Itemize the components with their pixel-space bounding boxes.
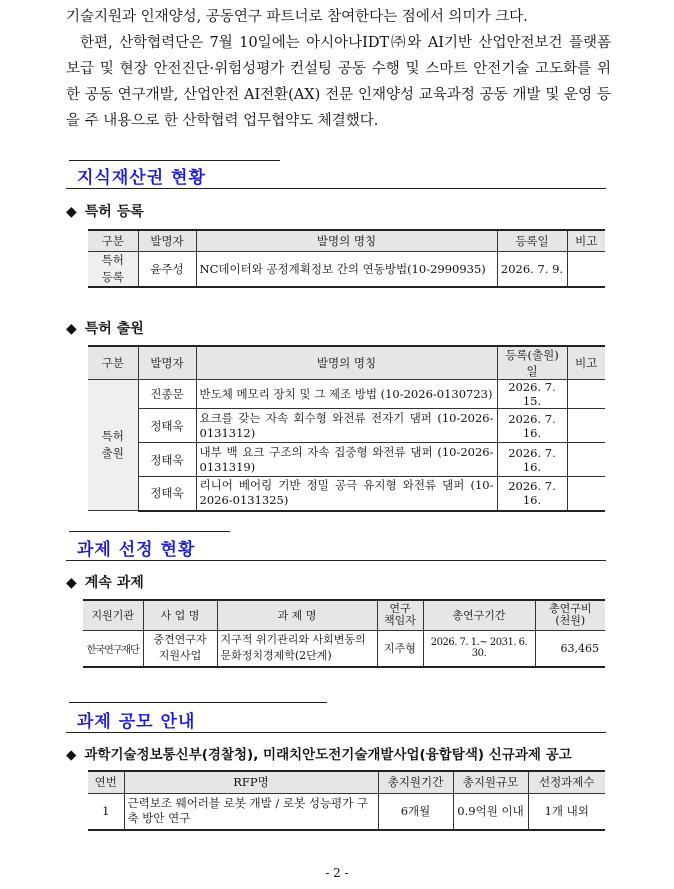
cell-invention-name: 내부 백 요크 구조의 자속 집중형 와전류 댐퍼 (10-2026-0131319) bbox=[196, 443, 497, 477]
cell-inventor: 진종문 bbox=[138, 380, 196, 409]
cell-budget: 63,465 bbox=[535, 630, 605, 667]
subsection-label: 과학기술정보통신부(경찰청), 미래치안도전기술개발사업(융합탐색) 신규과제 공고 bbox=[84, 747, 572, 763]
patent-registration-table bbox=[88, 229, 605, 288]
table-row bbox=[88, 380, 605, 409]
th-note: 비고 bbox=[567, 346, 605, 380]
projects-table bbox=[83, 599, 605, 668]
cell-note bbox=[567, 409, 605, 443]
patent-application-table bbox=[88, 345, 605, 512]
th-date: 등록(출원)일 bbox=[497, 346, 567, 380]
th-support-scale: 총지원규모 bbox=[453, 771, 528, 793]
section-title-calls: 과제 공모 안내 bbox=[77, 712, 196, 732]
th-note: 비고 bbox=[567, 230, 605, 251]
table-row bbox=[83, 630, 605, 667]
subsection-patent-application bbox=[66, 318, 144, 338]
cell-date: 2026. 7. 15. bbox=[497, 380, 567, 409]
section-top-rule bbox=[69, 702, 327, 703]
diamond-bullet-icon: ◆ bbox=[66, 575, 77, 591]
cell-support-period: 6개월 bbox=[378, 793, 453, 830]
subsection-patent-registration bbox=[66, 201, 144, 221]
th-number: 연번 bbox=[88, 771, 124, 793]
section-bottom-rule bbox=[66, 188, 606, 189]
cell-number: 1 bbox=[88, 793, 124, 830]
cell-period: 2026. 7. 1.~ 2031. 6. 30. bbox=[423, 630, 535, 667]
table-row bbox=[88, 477, 605, 511]
page-number: - 2 - bbox=[325, 866, 349, 880]
cell-invention-name: 리니어 베어링 기반 정밀 공극 유지형 와전류 댐퍼 (10-2026-0131325) bbox=[196, 477, 497, 511]
subsection-label: 특허 출원 bbox=[84, 321, 144, 337]
table-row bbox=[88, 251, 605, 287]
th-program: 사 업 명 bbox=[143, 600, 217, 630]
cell-support-scale: 0.9억원 이내 bbox=[453, 793, 528, 830]
cell-agency: 한국연구재단 bbox=[83, 630, 143, 667]
th-project-name: 과 제 명 bbox=[217, 600, 377, 630]
cell-invention-name: 반도체 메모리 장치 및 그 제조 방법 (10-2026-0130723) bbox=[196, 380, 497, 409]
cell-selected-count: 1개 내외 bbox=[528, 793, 605, 830]
subsection-call-announcement bbox=[66, 743, 572, 763]
diamond-bullet-icon: ◆ bbox=[66, 204, 77, 220]
th-period: 총연구기간 bbox=[423, 600, 535, 630]
table-row bbox=[88, 443, 605, 477]
th-date: 등록일 bbox=[497, 230, 567, 251]
th-invention-name: 발명의 명칭 bbox=[196, 230, 497, 251]
cell-project-name: 지구적 위기관리와 사회변동의 문화정치경제학(2단계) bbox=[217, 630, 377, 667]
intro-paragraph-1: 기술지원과 인재양성, 공동연구 파트너로 참여한다는 점에서 의미가 크다. bbox=[66, 9, 528, 25]
cell-date: 2026. 7. 16. bbox=[497, 477, 567, 511]
th-invention-name: 발명의 명칭 bbox=[196, 346, 497, 380]
cell-category: 특허 등록 bbox=[88, 251, 138, 287]
subsection-continuing-projects bbox=[66, 572, 144, 592]
th-selected-count: 선정과제수 bbox=[528, 771, 605, 793]
intro-paragraph-2: 한편, 산학협력단은 7월 10일에는 아시아나IDT㈜와 AI기반 산업안전보건 플랫폼 보급 및 현장 안전진단·위험성평가 컨설팅 공동 수행 및 스마트 안전기술 고도화를 위한 공동 연구개발, 산업안전 AI전환(AX) 전문 인재양성 교육과정 공동 개발 및 운영 등을 주 내용으로 한 산학협력 업무협약도 체결했다. bbox=[66, 35, 611, 129]
section-bottom-rule bbox=[66, 560, 606, 561]
calls-table bbox=[88, 770, 605, 831]
cell-note bbox=[567, 251, 605, 287]
th-inventor: 발명자 bbox=[138, 230, 196, 251]
diamond-bullet-icon: ◆ bbox=[66, 747, 77, 763]
cell-date: 2026. 7. 16. bbox=[497, 409, 567, 443]
cell-pi: 지주형 bbox=[377, 630, 423, 667]
table-row bbox=[88, 409, 605, 443]
cell-category: 특허 출원 bbox=[88, 380, 138, 511]
th-agency: 지원기관 bbox=[83, 600, 143, 630]
section-top-rule bbox=[69, 531, 230, 532]
subsection-label: 특허 등록 bbox=[84, 204, 144, 220]
th-budget: 총연구비 (천원) bbox=[535, 600, 605, 630]
th-pi: 연구 책임자 bbox=[377, 600, 423, 630]
cell-rfp: 근력보조 웨어러블 로봇 개발 / 로봇 성능평가 구축 방안 연구 bbox=[124, 793, 378, 830]
section-title-projects: 과제 선정 현황 bbox=[77, 540, 196, 560]
cell-inventor: 정태욱 bbox=[138, 409, 196, 443]
cell-inventor: 정태욱 bbox=[138, 443, 196, 477]
cell-date: 2026. 7. 9. bbox=[497, 251, 567, 287]
cell-inventor: 정태욱 bbox=[138, 477, 196, 511]
th-category: 구분 bbox=[88, 230, 138, 251]
cell-inventor: 윤주성 bbox=[138, 251, 196, 287]
cell-program: 중견연구자 지원사업 bbox=[143, 630, 217, 667]
table-row bbox=[88, 793, 605, 830]
section-bottom-rule bbox=[66, 732, 606, 733]
cell-note bbox=[567, 380, 605, 409]
th-inventor: 발명자 bbox=[138, 346, 196, 380]
subsection-label: 계속 과제 bbox=[84, 575, 144, 591]
th-support-period: 총지원기간 bbox=[378, 771, 453, 793]
th-rfp: RFP명 bbox=[124, 771, 378, 793]
cell-note bbox=[567, 443, 605, 477]
th-category: 구분 bbox=[88, 346, 138, 380]
section-title-ip: 지식재산권 현황 bbox=[77, 168, 206, 188]
diamond-bullet-icon: ◆ bbox=[66, 321, 77, 337]
section-top-rule bbox=[69, 160, 280, 161]
cell-invention-name: NC데이터와 공정계획정보 간의 연동방법(10-2990935) bbox=[196, 251, 497, 287]
cell-note bbox=[567, 477, 605, 511]
cell-invention-name: 요크를 갖는 자속 회수형 와전류 전자기 댐퍼 (10-2026-0131312) bbox=[196, 409, 497, 443]
cell-date: 2026. 7. 16. bbox=[497, 443, 567, 477]
